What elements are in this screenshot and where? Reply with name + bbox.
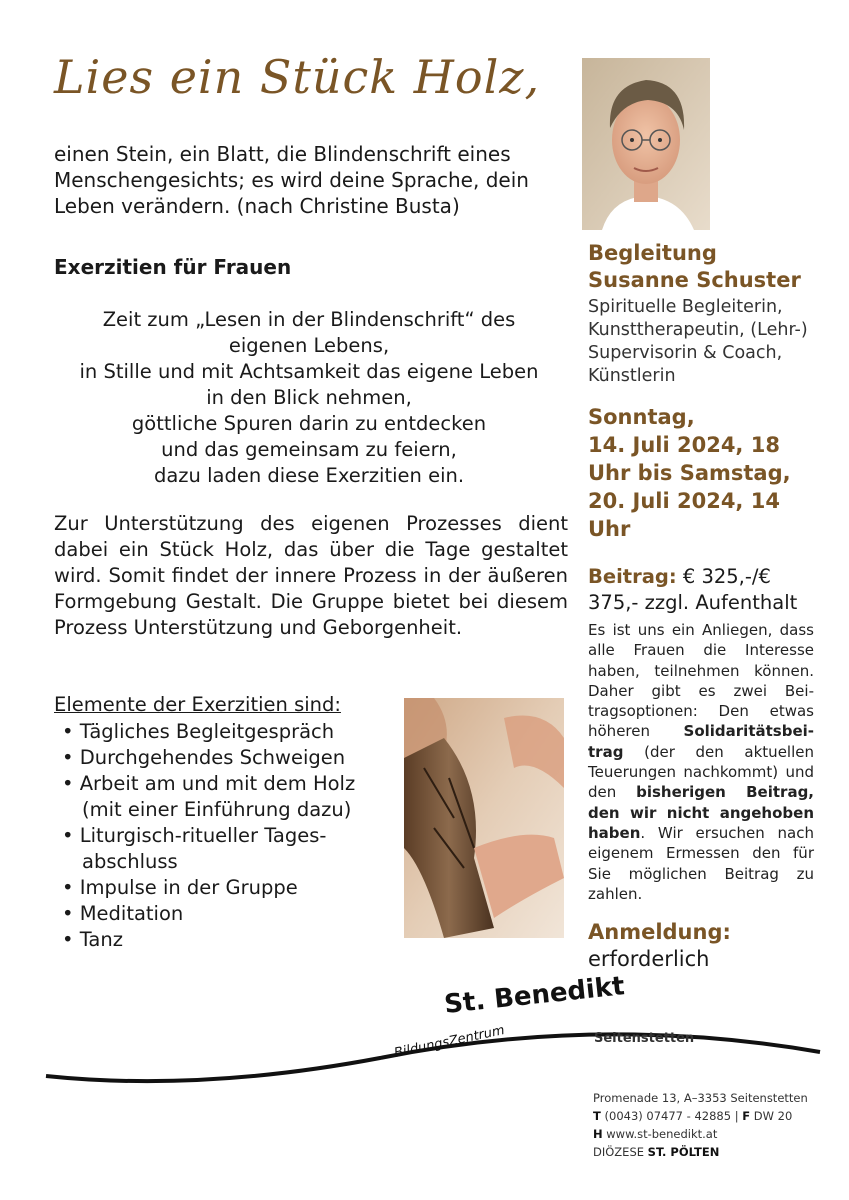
logo-place: Seitenstetten [594, 1031, 695, 1046]
note-text: (der den aktuellen Teuerungen nachkommt) und den [588, 742, 814, 802]
date-line: 14. Juli 2024, 18 [588, 433, 780, 457]
poem-line: göttliche Spuren darin zu entdecken [131, 412, 487, 435]
list-item: (mit einer Einführung dazu) [82, 798, 352, 821]
leader-name: Susanne Schuster [588, 268, 801, 292]
date-line: 20. Juli 2024, 14 [588, 489, 780, 513]
poem-line: Zeit zum „Lesen in der Blindenschrift“ des [102, 308, 516, 331]
address-web [593, 1125, 808, 1143]
beitrag [588, 564, 820, 616]
diocese-name: ST. PÖLTEN [647, 1145, 720, 1159]
poem-line: dazu laden diese Exerzitien ein. [153, 464, 465, 487]
beitrag-value: € 325,-/€ 375,- zzgl. Aufenthalt [588, 565, 798, 614]
web-label: H [593, 1127, 603, 1141]
intro-quote: einen Stein, ein Blatt, die Blindenschrift eines Menschengesichts; es wird deine Sprache, dein Leben verändern. (nach Christine Busta) [54, 142, 529, 218]
note-bold: Solidaritätsbeitrag [588, 722, 814, 761]
fax-value: DW 20 [753, 1109, 793, 1123]
address-block [593, 1089, 808, 1161]
list-item: • Arbeit am und mit dem Holz [62, 772, 356, 795]
body-paragraph: Zur Unterstützung des eigenen Prozesses dient dabei ein Stück Holz, das über die Tage gestaltet wird. Somit findet der innere Prozess in der äußeren Formgebung Gestalt. Die Gruppe bietet bei diesem Prozess Unterstützung und Geborgenheit. [54, 512, 568, 639]
address-phone: T (0043) 07477 - 42885 | F DW 20 [593, 1109, 793, 1123]
elements-list [62, 719, 402, 953]
elements-title: Elemente der Exerzitien sind: [54, 693, 341, 716]
date-line: Uhr [588, 517, 631, 541]
list-item: • Liturgisch-ritueller Tages- [62, 824, 327, 847]
begleitung-heading [588, 240, 801, 294]
poem-line: in den Blick nehmen, [206, 386, 412, 409]
leader-role: Spirituelle Begleiterin, Kunsttherapeutin, (Lehr-) Supervisorin & Coach, Künstlerin [588, 297, 808, 386]
fax-label: F [742, 1109, 751, 1123]
logo-subtitle: BildungsZentrum [392, 1022, 506, 1061]
poem-line: und das gemeinsam zu feiern, [161, 438, 457, 461]
begleitung-label: Begleitung [588, 241, 717, 265]
poem [54, 307, 564, 489]
poem-line: in Stille und mit Achtsamkeit das eigene Leben [79, 360, 539, 383]
list-item: abschluss [82, 850, 178, 873]
tel-value: (0043) 07477 - 42885 [604, 1109, 732, 1123]
beitrag-label: Beitrag: [588, 565, 677, 588]
diocese-prefix: DIÖZESE [593, 1145, 645, 1159]
list-item: • Tägliches Begleitgespräch [62, 720, 335, 743]
anmeldung [588, 919, 731, 973]
note-bold: bisherigen Beitrag, den wir nicht angehoben haben [588, 783, 815, 842]
page-title: Lies ein Stück Holz, [54, 50, 541, 104]
anmeldung-value: erforderlich [588, 947, 710, 971]
tel-label: T [593, 1109, 601, 1123]
address-street: Promenade 13, A–3353 Seitenstetten [593, 1091, 808, 1105]
anmeldung-label: Anmeldung: [588, 920, 731, 944]
note-text: . Wir ersuchen nach eigenem Ermessen den für Sie möglichen Beitrag zu zahlen. [588, 823, 814, 903]
address-diocese [593, 1143, 808, 1161]
event-date [588, 403, 791, 543]
date-line: Sonntag, [588, 405, 695, 429]
list-item: • Tanz [62, 928, 123, 951]
list-item: • Meditation [62, 902, 184, 925]
logo-name: St. Benedikt [442, 971, 626, 1020]
section-heading: Exerzitien für Frauen [54, 255, 292, 279]
web-value: www.st-benedikt.at [606, 1127, 718, 1141]
date-line: Uhr bis Samstag, [588, 461, 791, 485]
note-text: Es ist uns ein Anliegen, dass alle Frauen die Interesse haben, teilnehmen können. Daher gibt es zwei Beitragsoptionen: Den etwas höheren [588, 621, 814, 741]
beitrag-note [588, 620, 814, 904]
portrait-photo [582, 58, 710, 230]
list-item: • Impulse in der Gruppe [62, 876, 298, 899]
list-item: • Durchgehendes Schweigen [62, 746, 346, 769]
poem-line: eigenen Lebens, [228, 334, 390, 357]
wood-photo [404, 698, 564, 938]
